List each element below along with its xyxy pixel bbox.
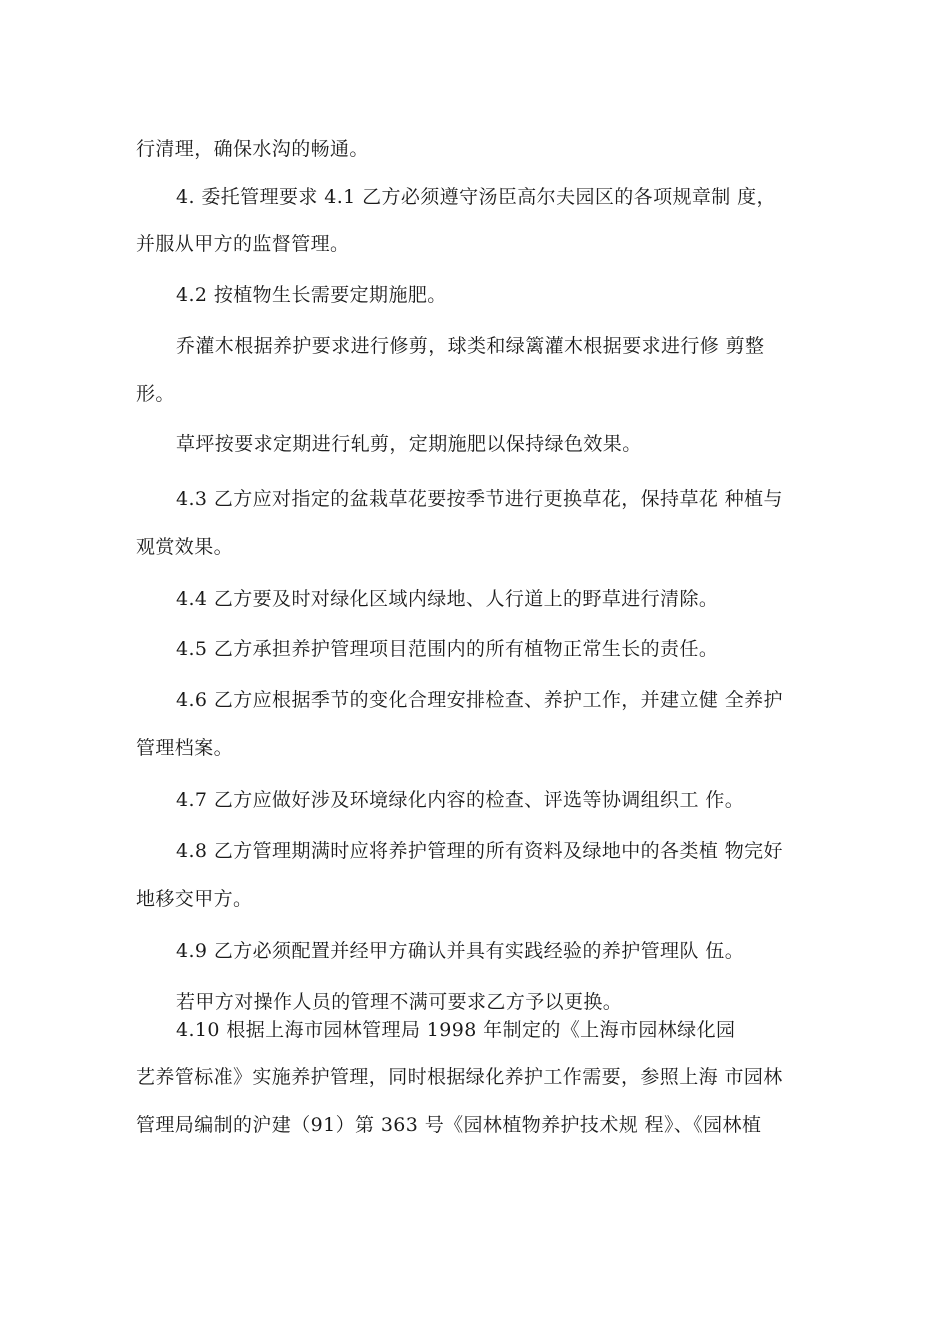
text-line: 乔灌木根据养护要求进行修剪，球类和绿篱灌木根据要求进行修 剪整 [176, 335, 765, 357]
text-line: 草坪按要求定期进行轧剪，定期施肥以保持绿色效果。 [176, 433, 642, 455]
text-line: 并服从甲方的监督管理。 [136, 233, 350, 255]
text-line: 管理档案。 [136, 737, 234, 759]
text-line: 若甲方对操作人员的管理不满可要求乙方予以更换。 [176, 991, 623, 1013]
text-line: 4.4 乙方要及时对绿化区域内绿地、人行道上的野草进行清除。 [176, 588, 719, 610]
text-line: 4.8 乙方管理期满时应将养护管理的所有资料及绿地中的各类植 物完好 [176, 840, 783, 862]
text-line: 4.7 乙方应做好涉及环境绿化内容的检查、评选等协调组织工 作。 [176, 789, 745, 811]
text-line: 4.6 乙方应根据季节的变化合理安排检查、养护工作，并建立健 全养护 [176, 689, 783, 711]
text-line: 4. 委托管理要求 4.1 乙方必须遵守汤臣高尔夫园区的各项规章制 度， [176, 186, 776, 208]
text-line: 地移交甲方。 [136, 888, 253, 910]
text-line: 4.5 乙方承担养护管理项目范围内的所有植物正常生长的责任。 [176, 638, 719, 660]
text-line: 4.10 根据上海市园林管理局 1998 年制定的《上海市园林绿化园 [176, 1019, 736, 1041]
text-line: 管理局编制的沪建（91）第 363 号《园林植物养护技术规 程》、《园林植 [136, 1114, 762, 1136]
text-line: 艺养管标准》实施养护管理，同时根据绿化养护工作需要，参照上海 市园林 [136, 1066, 783, 1088]
text-line: 形。 [136, 383, 175, 405]
text-line: 4.2 按植物生长需要定期施肥。 [176, 284, 447, 306]
text-line: 4.3 乙方应对指定的盆栽草花要按季节进行更换草花，保持草花 种植与 [176, 488, 783, 510]
text-line: 行清理，确保水沟的畅通。 [136, 138, 369, 160]
text-line: 4.9 乙方必须配置并经甲方确认并具有实践经验的养护管理队 伍。 [176, 940, 745, 962]
text-line: 观赏效果。 [136, 536, 234, 558]
